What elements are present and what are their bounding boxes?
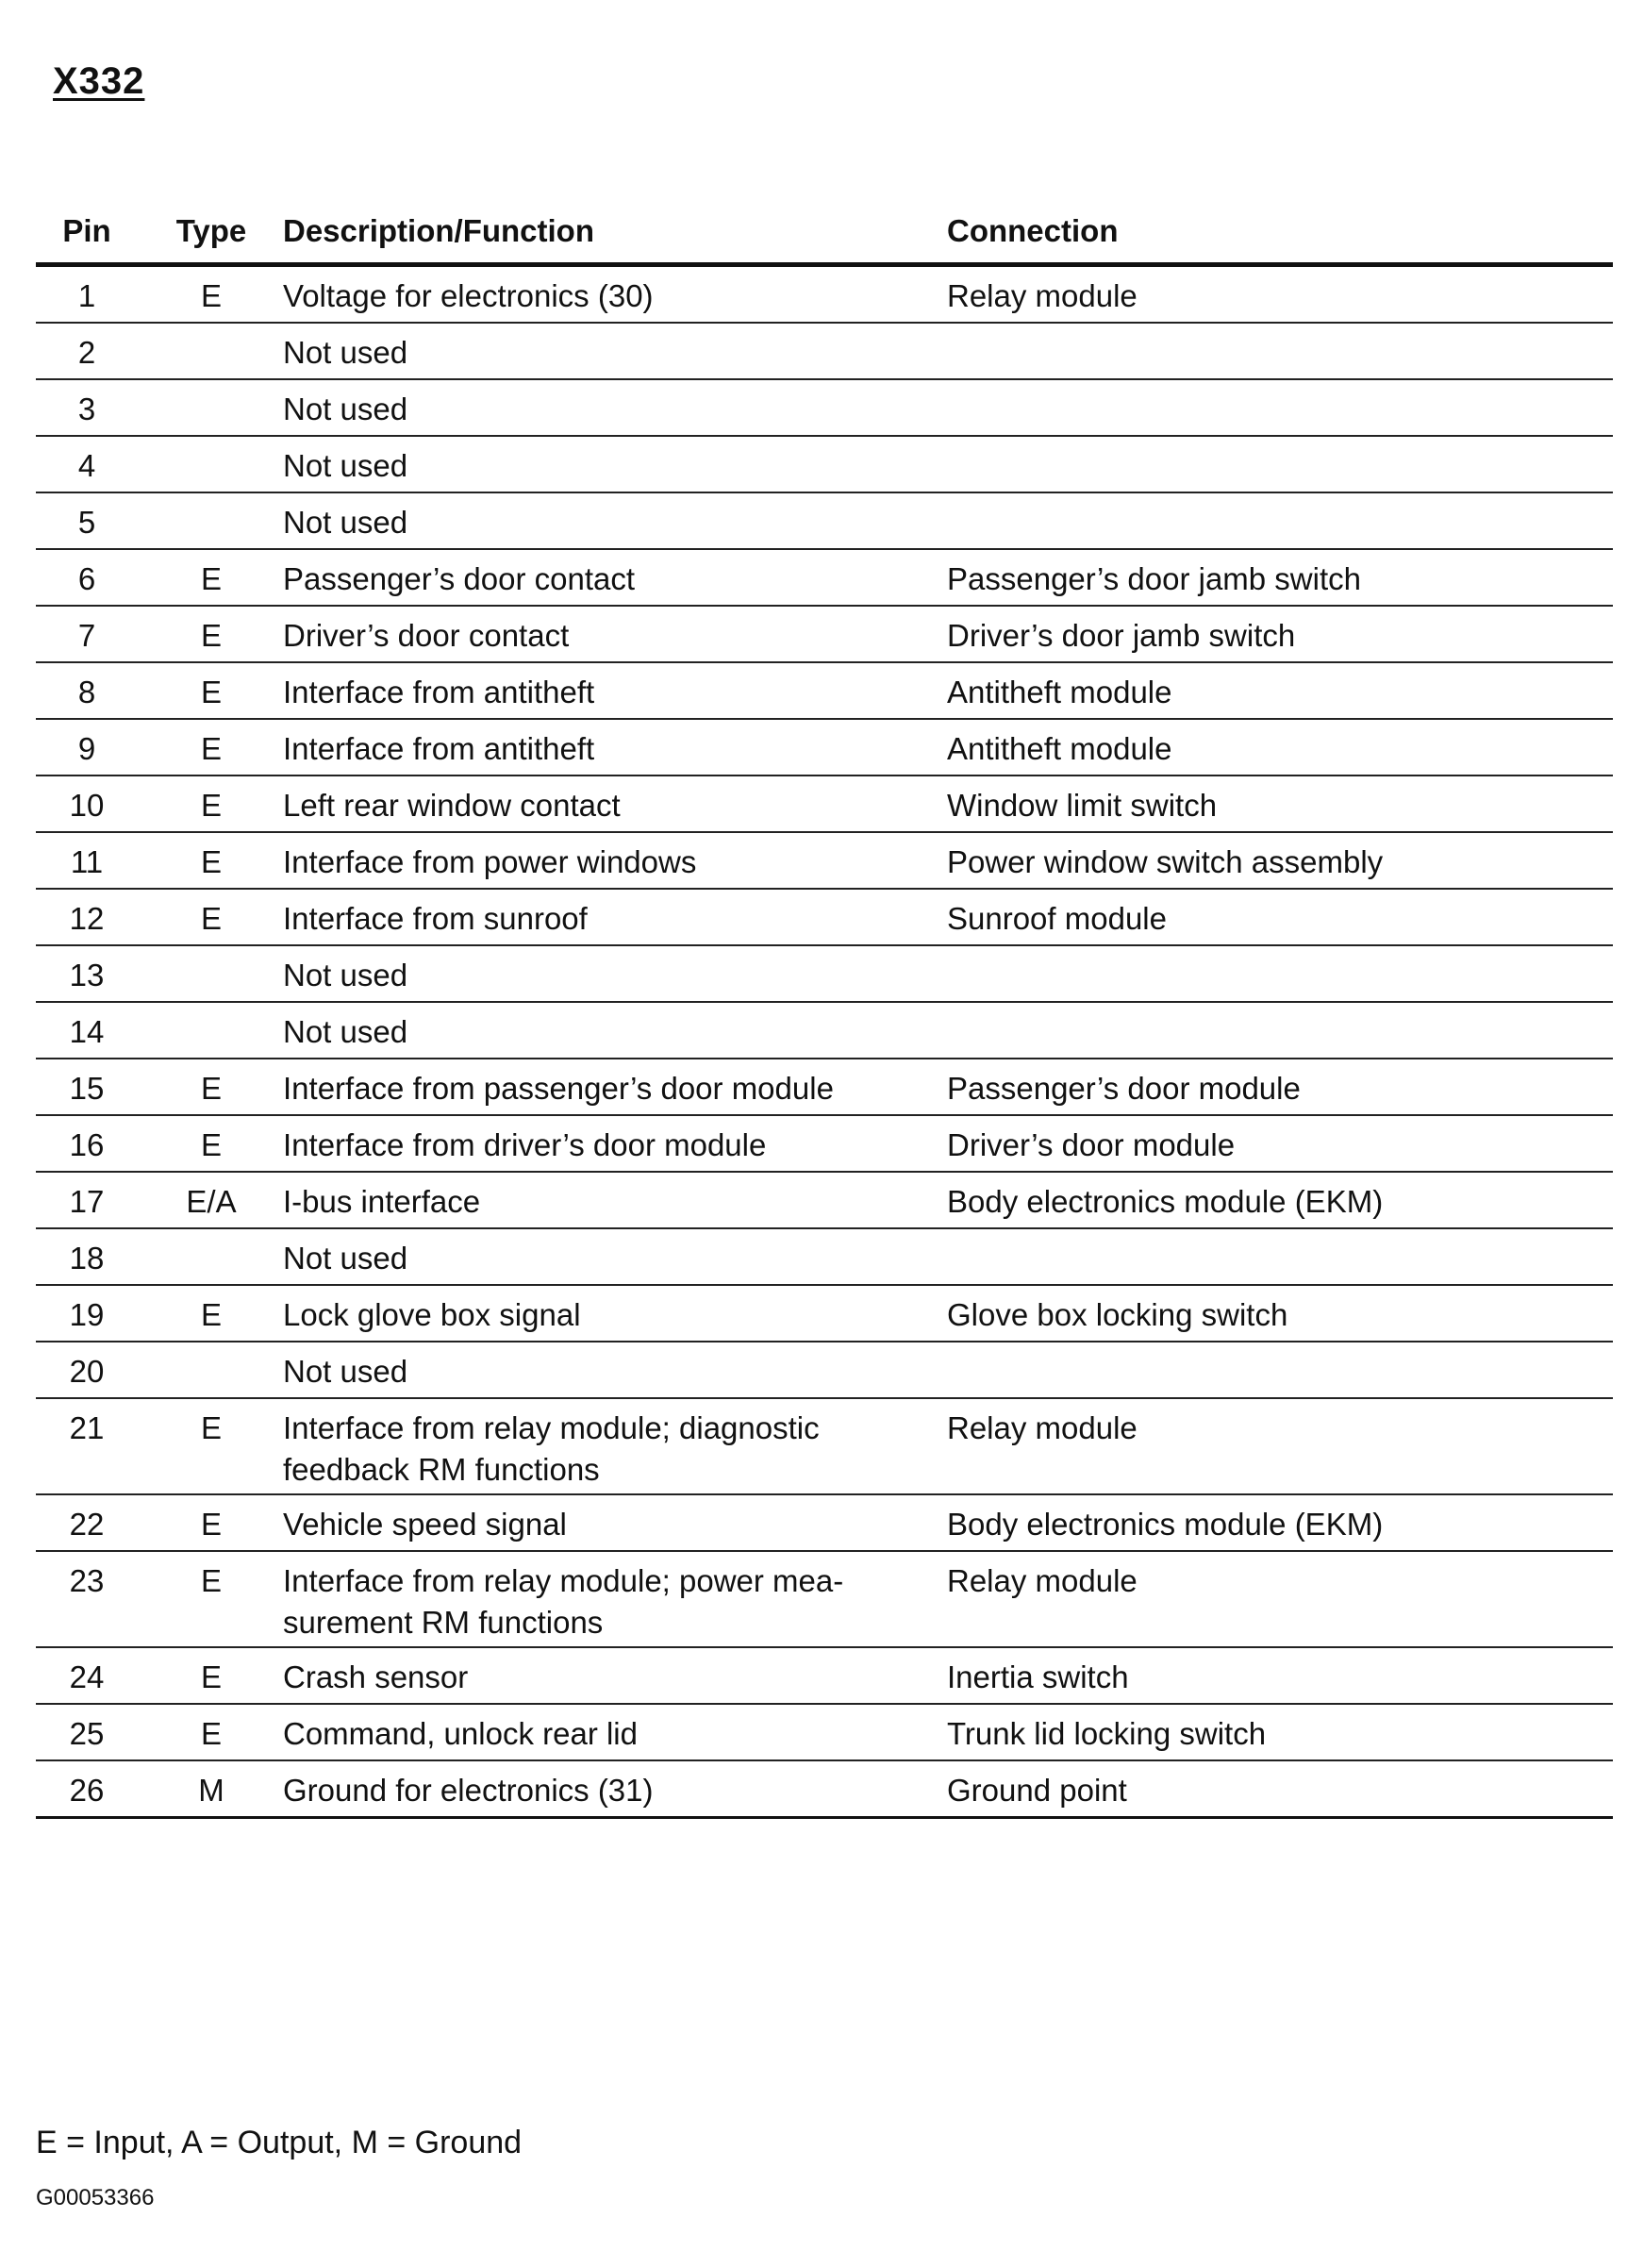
connection-cell: Power window switch assembly — [947, 844, 1384, 879]
type-cell: E — [200, 1410, 222, 1445]
description-cell: Not used — [283, 392, 408, 426]
table-row — [36, 1495, 1613, 1552]
table-row — [36, 776, 1613, 833]
pin-cell: 11 — [70, 844, 104, 879]
table-row — [36, 607, 1613, 663]
description-cell: Not used — [283, 1014, 408, 1049]
description-cell: Crash sensor — [283, 1659, 469, 1694]
type-cell: E — [200, 1507, 222, 1542]
type-cell: M — [198, 1773, 224, 1808]
type-cell: E — [200, 1297, 222, 1332]
pin-cell: 10 — [69, 788, 105, 823]
table-row — [36, 1399, 1613, 1495]
connection-cell: Relay module — [947, 1410, 1138, 1445]
table-row — [36, 1552, 1613, 1648]
table-row — [36, 380, 1613, 437]
description-cell: Interface from power windows — [283, 844, 697, 879]
description-cell: Not used — [283, 1241, 408, 1276]
connection-cell: Inertia switch — [947, 1659, 1129, 1694]
connection-cell: Sunroof module — [947, 901, 1167, 936]
table-row — [36, 1648, 1613, 1705]
connection-cell: Passenger’s door jamb switch — [947, 561, 1361, 596]
description-cell: I-bus interface — [283, 1184, 481, 1219]
table-row — [36, 946, 1613, 1003]
description-cell: Not used — [283, 448, 408, 483]
pin-cell: 9 — [77, 731, 96, 766]
table-header — [36, 200, 1613, 267]
description-cell: Interface from sunroof — [283, 901, 588, 936]
table-row — [36, 267, 1613, 324]
table-row — [36, 324, 1613, 380]
description-cell: Interface from passenger’s door module — [283, 1071, 834, 1106]
pin-cell: 1 — [77, 278, 96, 313]
connection-cell: Driver’s door jamb switch — [947, 618, 1296, 653]
type-cell: E — [200, 731, 222, 766]
pin-cell: 4 — [77, 448, 96, 483]
description-cell: Not used — [283, 335, 408, 370]
connection-cell: Passenger’s door module — [947, 1071, 1301, 1106]
type-cell: E — [200, 1071, 222, 1106]
table-row — [36, 1705, 1613, 1761]
table-row — [36, 437, 1613, 493]
description-cell: Interface from antitheft — [283, 731, 595, 766]
table-row — [36, 550, 1613, 607]
pin-cell: 2 — [77, 335, 96, 370]
description-cell: Lock glove box signal — [283, 1297, 581, 1332]
description-cell: Interface from antitheft — [283, 675, 595, 709]
description-cell: Interface from relay module; power mea- surement RM functions — [283, 1563, 844, 1640]
table-row — [36, 1116, 1613, 1173]
pin-cell: 24 — [69, 1659, 105, 1694]
description-cell: Not used — [283, 958, 408, 992]
document-title: X332 — [53, 60, 145, 102]
pin-cell: 18 — [69, 1241, 105, 1276]
connection-cell: Antitheft module — [947, 731, 1172, 766]
type-legend: E = Input, A = Output, M = Ground — [36, 2125, 523, 2160]
pin-cell: 3 — [77, 392, 96, 426]
type-cell: E — [200, 1563, 222, 1598]
type-cell: E — [200, 278, 222, 313]
pin-cell: 15 — [69, 1071, 105, 1106]
pin-cell: 8 — [77, 675, 96, 709]
connection-cell: Window limit switch — [947, 788, 1218, 823]
connection-cell: Trunk lid locking switch — [947, 1716, 1267, 1751]
pin-cell: 26 — [69, 1773, 105, 1808]
type-cell: E — [200, 844, 222, 879]
header-connection: Connection — [947, 213, 1119, 248]
connection-cell: Body electronics module (EKM) — [947, 1184, 1384, 1219]
description-cell: Interface from relay module; diagnostic feedback RM functions — [283, 1410, 820, 1487]
pin-cell: 5 — [77, 505, 96, 540]
type-cell: E — [200, 1127, 222, 1162]
table-row — [36, 890, 1613, 946]
pin-cell: 22 — [69, 1507, 105, 1542]
type-cell: E — [200, 901, 222, 936]
pin-table — [36, 200, 1613, 1819]
table-row — [36, 663, 1613, 720]
pin-cell: 25 — [69, 1716, 105, 1751]
pin-cell: 21 — [69, 1410, 105, 1445]
pin-cell: 7 — [77, 618, 96, 653]
pin-cell: 13 — [69, 958, 105, 992]
connection-cell: Glove box locking switch — [947, 1297, 1288, 1332]
table-row — [36, 1286, 1613, 1342]
table-body — [36, 267, 1613, 1819]
header-type: Type — [175, 213, 247, 248]
type-cell: E — [200, 675, 222, 709]
description-cell: Not used — [283, 1354, 408, 1389]
description-cell: Driver’s door contact — [283, 618, 570, 653]
table-row — [36, 1059, 1613, 1116]
description-cell: Voltage for electronics (30) — [283, 278, 654, 313]
description-cell: Passenger’s door contact — [283, 561, 636, 596]
description-cell: Vehicle speed signal — [283, 1507, 567, 1542]
pin-cell: 20 — [69, 1354, 105, 1389]
description-cell: Interface from driver’s door module — [283, 1127, 767, 1162]
pin-cell: 17 — [69, 1184, 105, 1219]
header-pin: Pin — [62, 213, 111, 248]
description-cell: Command, unlock rear lid — [283, 1716, 638, 1751]
table-row — [36, 1229, 1613, 1286]
connection-cell: Driver’s door module — [947, 1127, 1236, 1162]
pin-cell: 6 — [77, 561, 96, 596]
table-row — [36, 493, 1613, 550]
description-cell: Ground for electronics (31) — [283, 1773, 654, 1808]
connection-cell: Antitheft module — [947, 675, 1172, 709]
connection-cell: Ground point — [947, 1773, 1127, 1808]
pin-cell: 23 — [69, 1563, 105, 1598]
connection-cell: Body electronics module (EKM) — [947, 1507, 1384, 1542]
connection-cell: Relay module — [947, 1563, 1138, 1598]
header-description: Description/Function — [283, 213, 594, 248]
table-row — [36, 720, 1613, 776]
pin-cell: 12 — [69, 901, 105, 936]
figure-id: G00053366 — [36, 2185, 155, 2210]
type-cell: E — [200, 561, 222, 596]
table-row — [36, 1342, 1613, 1399]
connection-cell: Relay module — [947, 278, 1138, 313]
type-cell: E — [200, 1716, 222, 1751]
type-cell: E/A — [186, 1184, 237, 1219]
table-row — [36, 1761, 1613, 1819]
table-row — [36, 1173, 1613, 1229]
type-cell: E — [200, 1659, 222, 1694]
pin-cell: 14 — [69, 1014, 105, 1049]
description-cell: Left rear window contact — [283, 788, 621, 823]
description-cell: Not used — [283, 505, 408, 540]
table-row — [36, 833, 1613, 890]
table-row — [36, 1003, 1613, 1059]
type-cell: E — [200, 618, 222, 653]
type-cell: E — [200, 788, 222, 823]
pin-cell: 19 — [69, 1297, 105, 1332]
pin-cell: 16 — [69, 1127, 105, 1162]
